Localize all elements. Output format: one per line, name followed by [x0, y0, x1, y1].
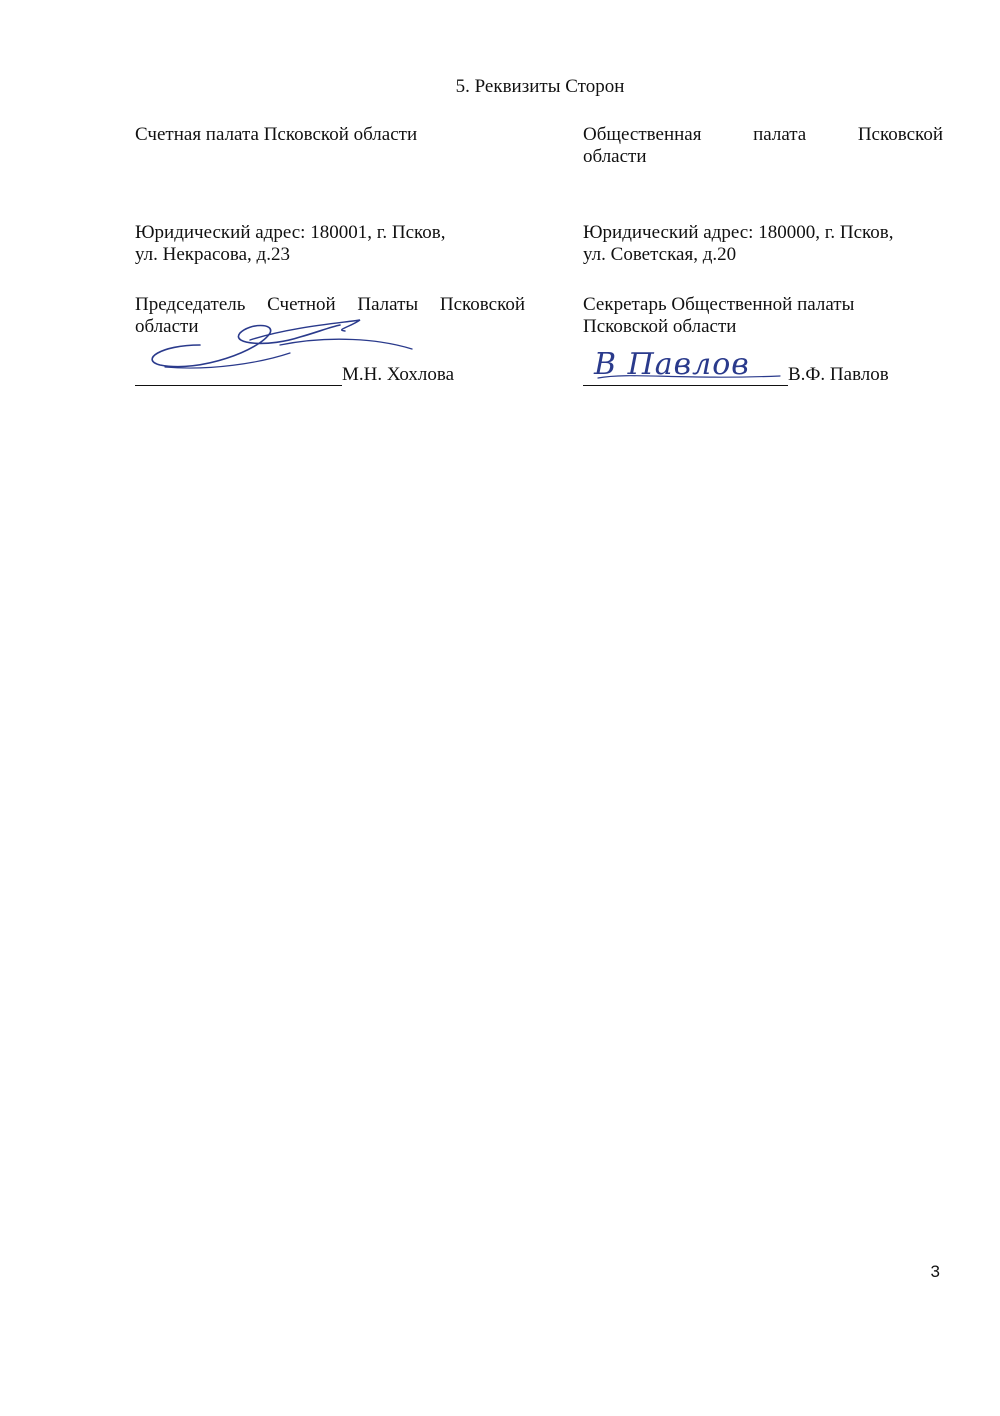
right-org-name — [583, 124, 943, 168]
right-org-name-line2: области — [583, 146, 647, 167]
right-signature-image — [590, 342, 790, 386]
right-position-line1: Секретарь Общественной палаты — [583, 294, 855, 315]
left-signature-image — [140, 305, 420, 375]
left-org-name: Счетная палата Псковской области — [135, 124, 418, 145]
right-org-name-line1: Общественная палата Псковской — [583, 124, 943, 145]
right-signature-glyphs: В Павлов — [594, 347, 750, 382]
left-address-line1: Юридический адрес: 180001, г. Псков, — [135, 222, 446, 243]
right-address — [583, 222, 943, 266]
left-position-line2: области — [135, 316, 199, 337]
left-position-line1: Председатель Счетной Палаты Псковской — [135, 294, 525, 315]
left-address — [135, 222, 525, 266]
right-position — [583, 294, 943, 338]
right-address-line1: Юридический адрес: 180000, г. Псков, — [583, 222, 894, 243]
left-signer-name: М.Н. Хохлова — [342, 364, 455, 385]
right-signer-name: В.Ф. Павлов — [788, 364, 889, 385]
left-address-line2: ул. Некрасова, д.23 — [135, 244, 290, 265]
section-heading: 5. Реквизиты Сторон — [455, 76, 625, 97]
right-address-line2: ул. Советская, д.20 — [583, 244, 737, 265]
right-position-line2: Псковской области — [583, 316, 737, 337]
page-number: 3 — [930, 1262, 940, 1281]
